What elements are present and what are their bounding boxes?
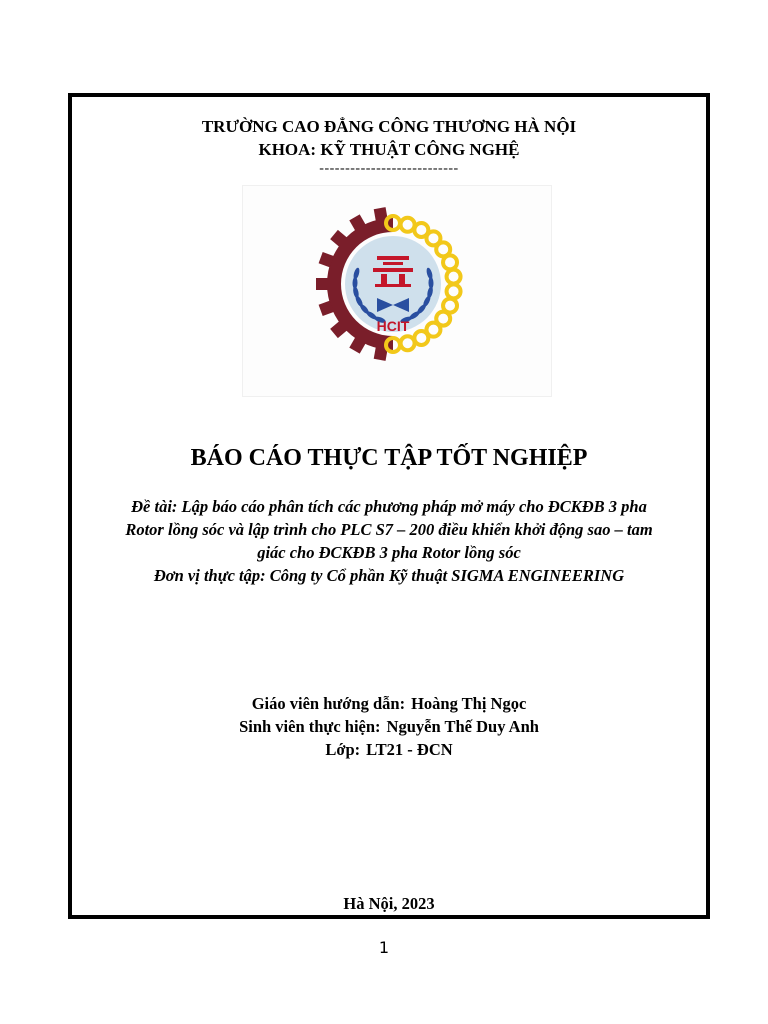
class-row: [72, 738, 706, 761]
advisor-row: [72, 692, 706, 715]
school-name: TRƯỜNG CAO ĐẲNG CÔNG THƯƠNG HÀ NỘI: [201, 117, 577, 136]
place-date: Hà Nội, 2023: [343, 894, 435, 913]
student-row: [72, 715, 706, 738]
hcit-logo-icon: [243, 186, 551, 396]
advisor-name: Hoàng Thị Ngọc: [411, 694, 527, 713]
internship-unit: Đơn vị thực tập: Công ty Cổ phần Kỹ thuật SIGMA ENGINEERING: [153, 566, 625, 585]
student-name: Nguyễn Thế Duy Anh: [386, 717, 539, 736]
report-topic: [94, 495, 684, 587]
student-label: Sinh viên thực hiện:: [239, 717, 381, 736]
advisor-label: Giáo viên hướng dẫn:: [251, 694, 406, 713]
page-number: 1: [378, 938, 390, 957]
cover-page-frame: [68, 93, 710, 919]
header-divider: ---------------------------: [319, 161, 459, 176]
faculty-name: KHOA: KỸ THUẬT CÔNG NGHỆ: [258, 140, 520, 159]
logo-text: HCIT: [376, 318, 410, 334]
class-label: Lớp:: [325, 740, 361, 759]
topic-line: Đề tài: Lập báo cáo phân tích các phương pháp mở máy cho ĐCKĐB 3 pha: [131, 497, 647, 516]
topic-line: Rotor lồng sóc và lập trình cho PLC S7 – 200 điều khiển khởi động sao – tam: [125, 520, 653, 539]
report-title: BÁO CÁO THỰC TẬP TỐT NGHIỆP: [190, 445, 588, 471]
topic-line: giác cho ĐCKĐB 3 pha Rotor lồng sóc: [257, 543, 521, 562]
school-logo: [242, 185, 552, 397]
class-name: LT21 - ĐCN: [366, 740, 453, 759]
student-info: [72, 692, 706, 761]
